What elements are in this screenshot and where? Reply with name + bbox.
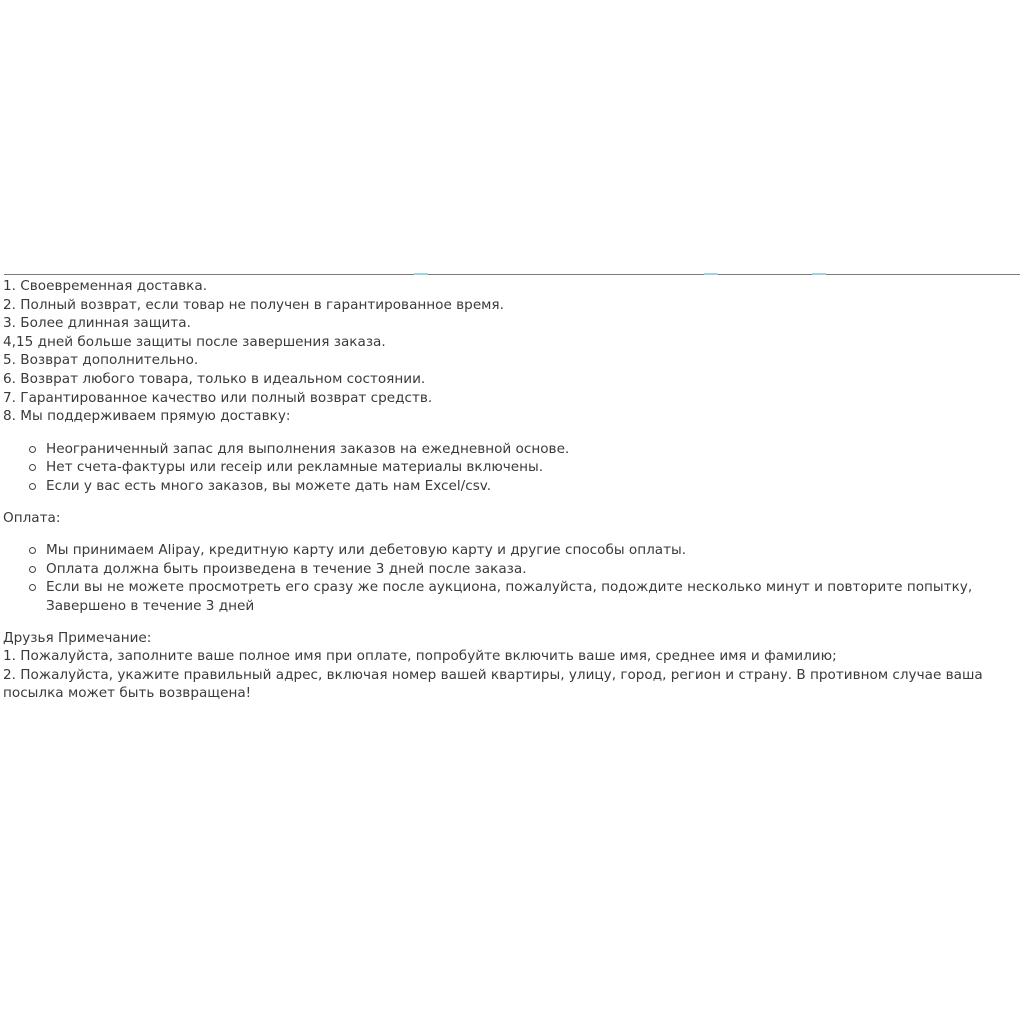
list-item: 7. Гарантированное качество или полный возврат средств.	[3, 389, 433, 406]
list-item: 1. Своевременная доставка.	[3, 278, 208, 294]
list-item: 5. Возврат дополнительно.	[3, 352, 199, 369]
bullet-item: Неограниченный запас для выполнения заказов на ежедневной основе.	[29, 440, 1019, 459]
bullet-item: Если вы не можете просмотреть его сразу же после аукциона, пожалуйста, подождите несколько минут и повторите попытку, Завершено в течение 3 дней	[29, 578, 1019, 615]
list-item: 3. Более длинная защита.	[3, 315, 191, 332]
bullet-item: Нет счета-фактуры или receip или рекламные материалы включены.	[29, 458, 1019, 477]
bullet-item: Мы принимаем Alipay, кредитную карту или дебетовую карту и другие способы оплаты.	[29, 541, 1019, 560]
list-item: 4,15 дней больше защиты после завершения заказа.	[3, 333, 386, 350]
top-divider	[4, 274, 1020, 275]
bullet-item: Если у вас есть много заказов, вы можете дать нам Excel/csv.	[29, 477, 1019, 496]
description-text	[3, 277, 1019, 703]
notes-heading: Друзья Примечание:	[3, 629, 152, 646]
bullet-item: Оплата должна быть произведена в течение 3 дней после заказа.	[29, 560, 1019, 579]
payment-heading: Оплата:	[3, 509, 61, 526]
list-item: 6. Возврат любого товара, только в идеальном состоянии.	[3, 370, 426, 387]
list-item: 8. Мы поддерживаем прямую доставку:	[3, 408, 291, 425]
divider-accent	[414, 273, 428, 275]
divider-accent	[704, 273, 718, 275]
note-item: 1. Пожалуйста, заполните ваше полное имя при оплате, попробуйте включить ваше имя, среднее имя и фамилию;	[3, 648, 837, 665]
list-item: 2. Полный возврат, если товар не получен в гарантированное время.	[3, 296, 504, 313]
dropship-bullets	[3, 440, 1019, 496]
divider-accent	[812, 273, 826, 275]
note-item: 2. Пожалуйста, укажите правильный адрес, включая номер вашей квартиры, улицу, город, регион и страну. В противном случае ваша посылка может быть возвращена!	[3, 666, 983, 702]
payment-bullets	[3, 541, 1019, 615]
delivery-list	[3, 277, 1019, 426]
